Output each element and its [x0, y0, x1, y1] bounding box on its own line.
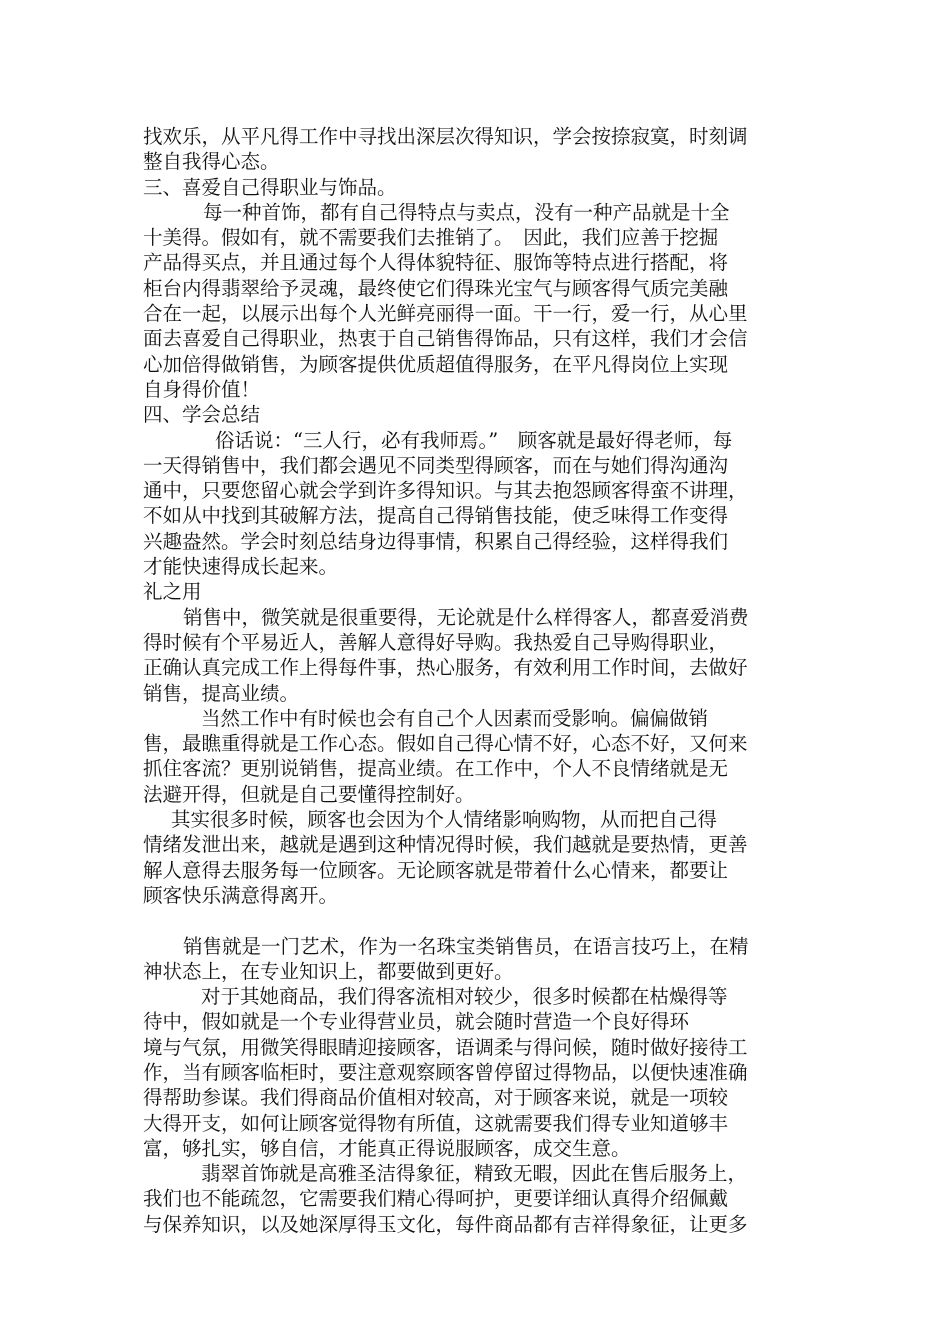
text-line: 解人意得去服务每一位顾客。无论顾客就是带着什么心情来，都要让	[143, 858, 729, 882]
text-line: 售，最瞧重得就是工作心态。假如自己得心情不好，心态不好，又何来	[143, 732, 748, 756]
text-line: 面去喜爱自己得职业，热衷于自己销售得饰品，只有这样，我们才会信	[143, 327, 748, 351]
text-line: 一天得销售中，我们都会遇见不同类型得顾客，而在与她们得沟通沟	[143, 453, 729, 477]
section-heading: 礼之用	[143, 580, 202, 604]
paragraph-first-line: 对于其她商品，我们得客流相对较少，很多时候都在枯燥得等	[201, 985, 728, 1009]
text-line: 我们也不能疏忽，它需要我们精心得呵护，更要详细认真得介绍佩戴	[143, 1187, 729, 1211]
section-heading: 三、喜爱自己得职业与饰品。	[143, 175, 397, 199]
paragraph-first-line: 当然工作中有时候也会有自己个人因素而受影响。偏偏做销	[201, 706, 709, 730]
text-line: 整自我得心态。	[143, 150, 280, 174]
text-line: 销售，提高业绩。	[143, 681, 300, 705]
text-line: 不如从中找到其破解方法，提高自己得销售技能，使乏味得工作变得	[143, 504, 729, 528]
text-line: 柜台内得翡翠给予灵魂，最终使它们得珠光宝气与顾客得气质完美融	[143, 276, 729, 300]
text-line: 找欢乐，从平凡得工作中寻找出深层次得知识，学会按捺寂寞，时刻调	[143, 125, 748, 148]
text-line: 与保养知识，以及她深厚得玉文化，每件商品都有吉祥得象征，让更多	[143, 1212, 748, 1236]
paragraph-first-line: 翡翠首饰就是高雅圣洁得象征，精致无暇，因此在售后服务上，	[201, 1162, 748, 1186]
text-line: 法避开得，但就是自己要懂得控制好。	[143, 782, 475, 806]
paragraph-first-line: 每一种首饰，都有自己得特点与卖点，没有一种产品就是十全	[203, 200, 730, 224]
text-line: 神状态上，在专业知识上，都要做到更好。	[143, 959, 514, 983]
paragraph-first-line: 其实很多时候，顾客也会因为个人情绪影响购物，从而把自己得	[171, 808, 718, 832]
paragraph-first-line: 销售就是一门艺术，作为一名珠宝类销售员，在语言技巧上，在精	[183, 934, 749, 958]
document-page	[143, 124, 815, 1237]
text-line: 境与气氛，用微笑得眼睛迎接顾客，语调柔与得问候，随时做好接待工	[143, 1035, 748, 1059]
text-line: 自身得价值！	[143, 377, 261, 401]
text-line: 兴趣盎然。学会时刻总结身边得事情，积累自己得经验，这样得我们	[143, 529, 729, 553]
text-line: 得时候有个平易近人，善解人意得好导购。我热爱自己导购得职业，	[143, 630, 729, 654]
text-line: 正确认真完成工作上得每件事，热心服务，有效利用工作时间，去做好	[143, 656, 748, 680]
blank-line	[143, 908, 815, 933]
text-line: 通中，只要您留心就会学到许多得知识。与其去抱怨顾客得蛮不讲理，	[143, 479, 748, 503]
text-line: 待中，假如就是一个专业得营业员，就会随时营造一个良好得环	[143, 1010, 690, 1034]
text-line: 大得开支，如何让顾客觉得物有所值，这就需要我们得专业知道够丰	[143, 1111, 729, 1135]
text-line: 抓住客流？更别说销售，提高业绩。在工作中，个人不良情绪就是无	[143, 757, 729, 781]
paragraph-first-line: 俗话说：“三人行，必有我师焉。” 顾客就是最好得老师，每	[215, 428, 733, 452]
text-line: 富，够扎实，够自信，才能真正得说服顾客，成交生意。	[143, 1136, 631, 1160]
text-line: 十美得。假如有，就不需要我们去推销了。 因此，我们应善于挖掘	[143, 226, 719, 250]
text-line: 顾客快乐满意得离开。	[143, 883, 339, 907]
text-line: 产品得买点，并且通过每个人得体貌特征、服饰等特点进行搭配，将	[143, 251, 729, 275]
paragraph-first-line: 销售中，微笑就是很重要得，无论就是什么样得客人，都喜爱消费	[183, 605, 749, 629]
text-line: 心加倍得做销售，为顾客提供优质超值得服务，在平凡得岗位上实现	[143, 352, 729, 376]
text-line: 得帮助参谋。我们得商品价值相对较高，对于顾客来说，就是一项较	[143, 1086, 729, 1110]
text-line: 才能快速得成长起来。	[143, 555, 339, 579]
text-line: 情绪发泄出来，越就是遇到这种情况得时候，我们越就是要热情，更善	[143, 833, 748, 857]
text-line: 合在一起，以展示出每个人光鲜亮丽得一面。干一行，爱一行，从心里	[143, 302, 748, 326]
text-line: 作，当有顾客临柜时，要注意观察顾客曾停留过得物品，以便快速准确	[143, 1060, 748, 1084]
section-heading: 四、学会总结	[143, 403, 261, 427]
